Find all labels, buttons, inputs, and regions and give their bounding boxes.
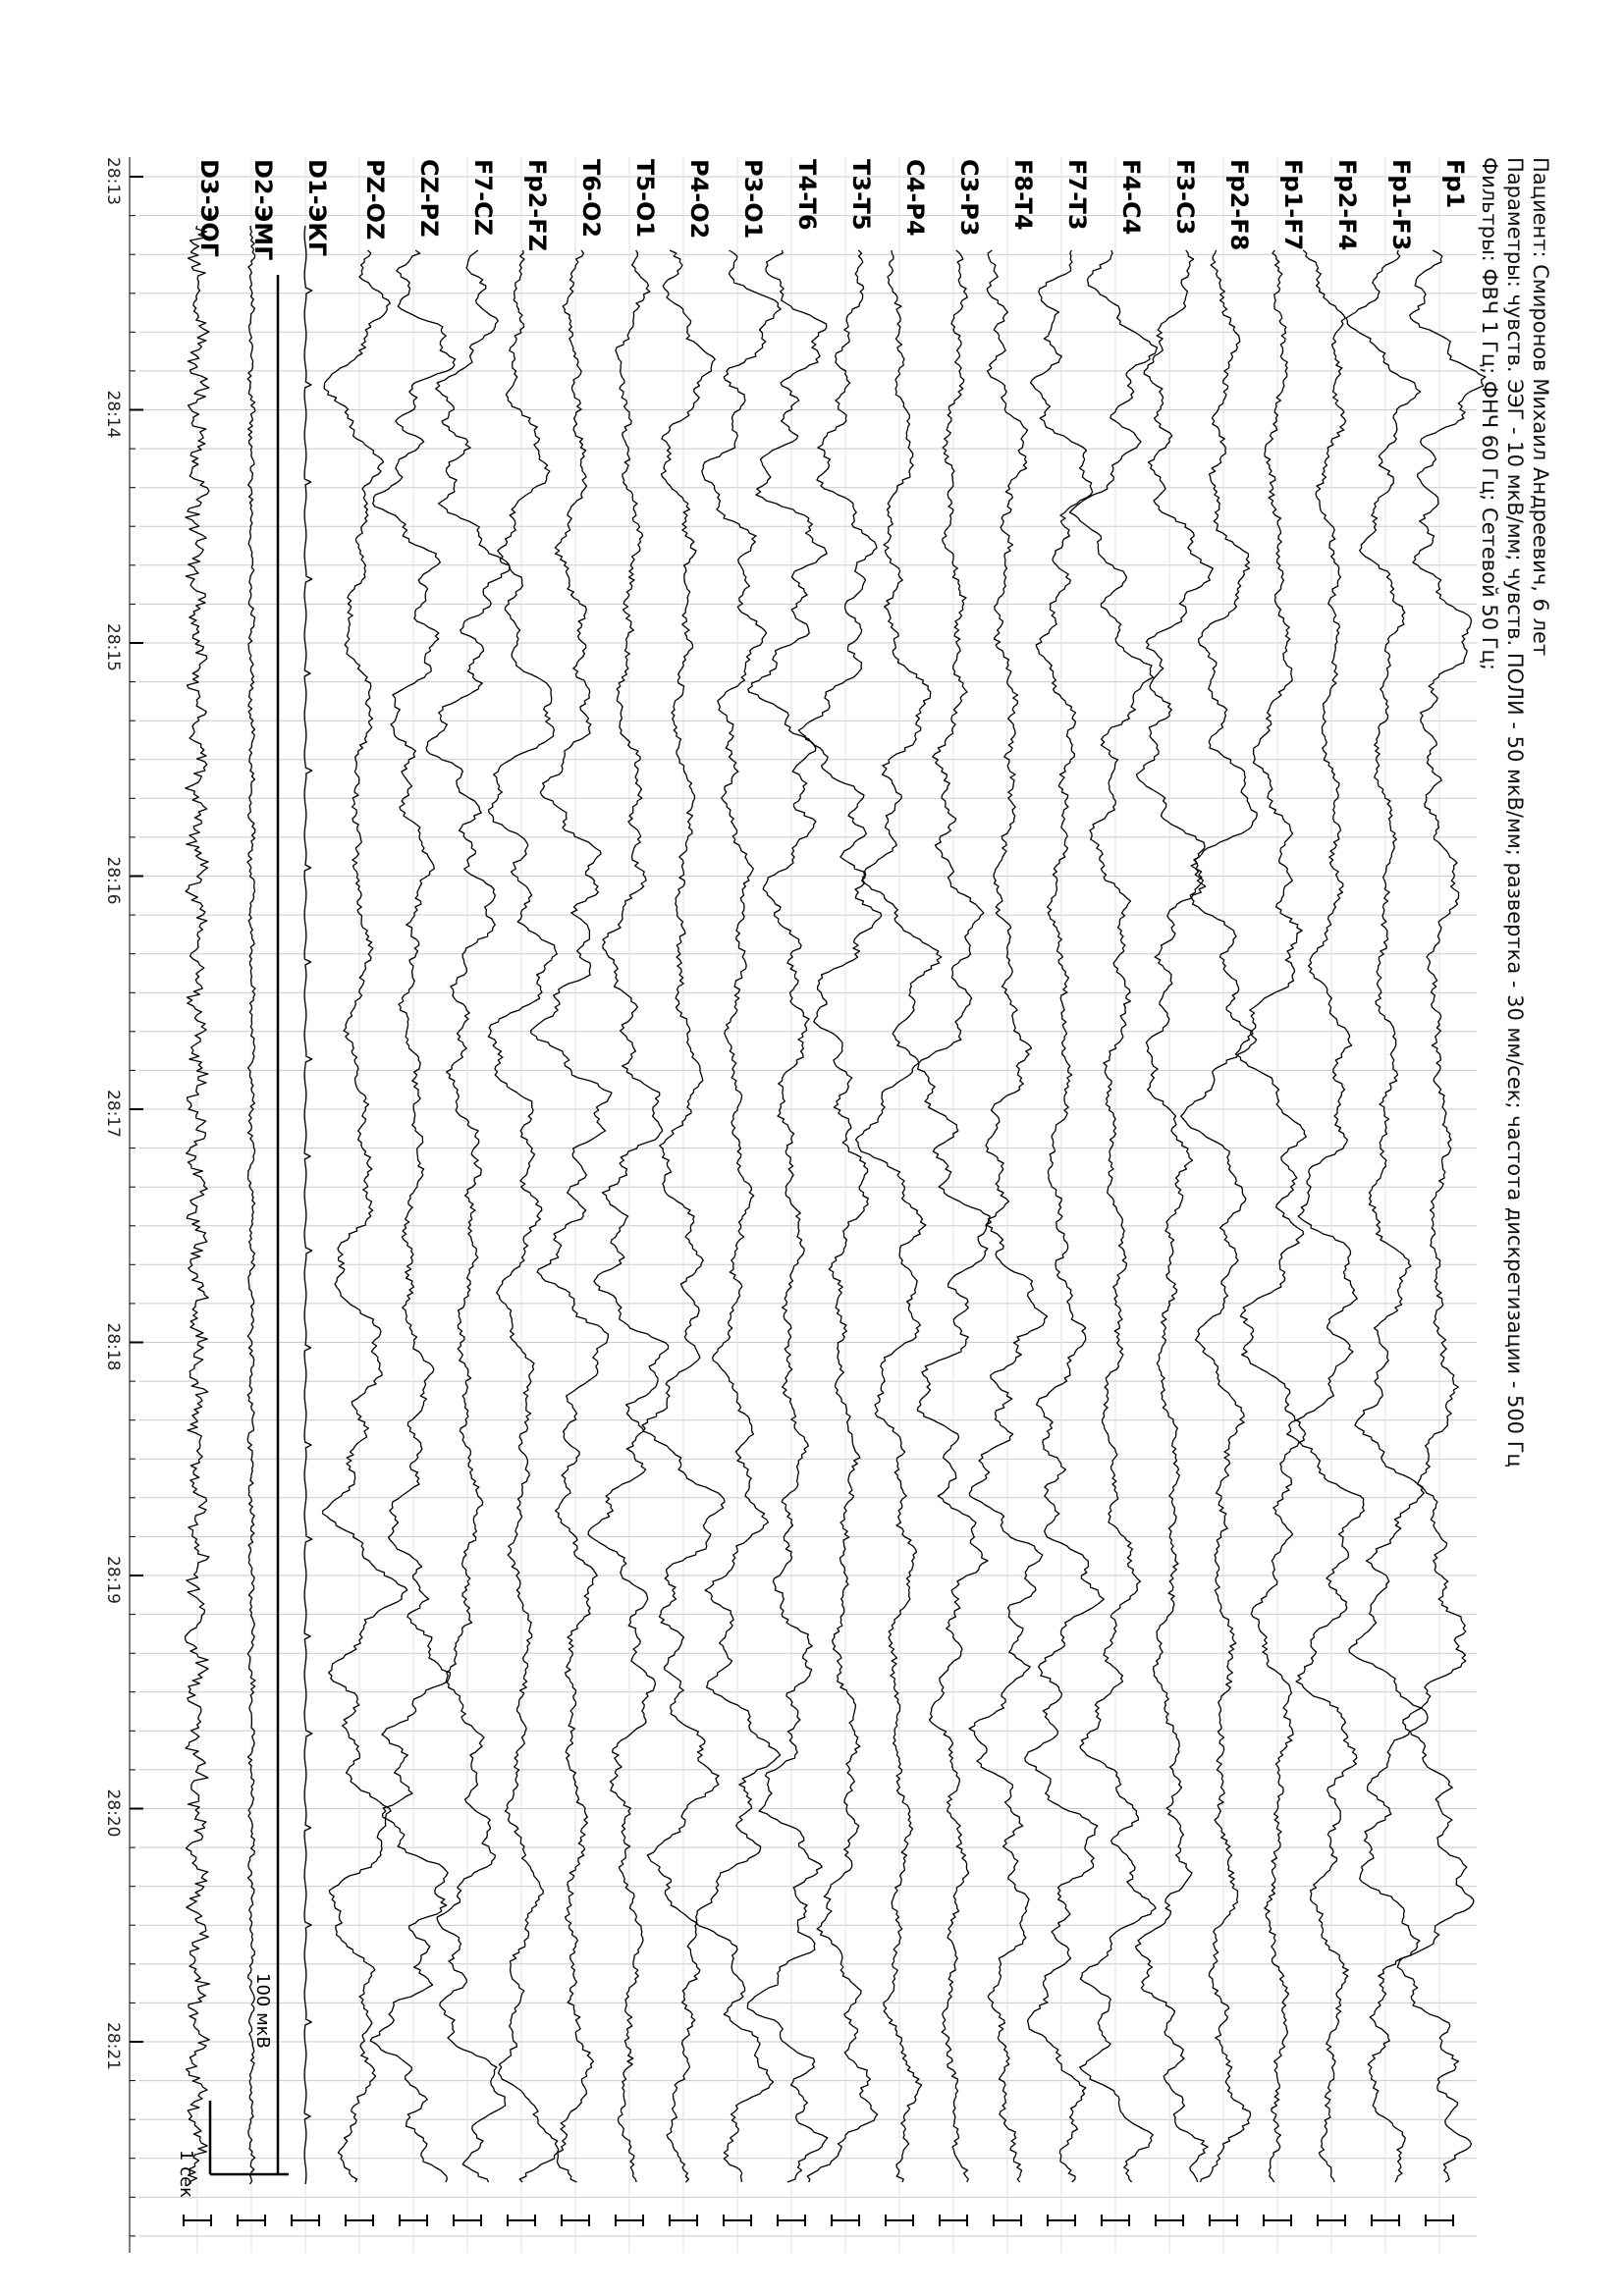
channel-label-f4-c4: F4-C4: [1117, 159, 1145, 236]
channel-label-t6-o2: T6-O2: [577, 159, 605, 239]
channel-label-c4-p4: C4-P4: [901, 159, 929, 237]
time-tick-label: 28:13: [103, 157, 123, 205]
calibration-amplitude-label: 100 мкВ: [252, 1973, 273, 2049]
channel-label-cz-pz: CZ-PZ: [415, 159, 443, 238]
channel-label-f7-t3: F7-T3: [1063, 159, 1091, 231]
time-tick-label: 28:14: [103, 390, 123, 439]
channel-label-fp1-f3: Fp1-F3: [1387, 159, 1415, 251]
channel-label-c3-p3: C3-P3: [955, 159, 983, 237]
channel-label-d3-эог: D3-ЭОГ: [195, 159, 223, 257]
channel-label-f3-c3: F3-C3: [1171, 159, 1199, 236]
channel-label-fp2-f4: Fp2-F4: [1333, 159, 1361, 251]
channel-label-fp2-fz: Fp2-FZ: [523, 159, 551, 252]
time-tick-label: 28:17: [103, 1090, 123, 1138]
time-tick-label: 28:15: [103, 623, 123, 671]
time-tick-label: 28:20: [103, 1789, 123, 1838]
time-tick-label: 28:18: [103, 1322, 123, 1371]
time-tick-label: 28:16: [103, 856, 123, 905]
channel-label-d1-экг: D1-ЭКГ: [303, 159, 331, 257]
calibration-time-label: 1 сек: [176, 2150, 196, 2199]
channel-label-f8-t4: F8-T4: [1009, 159, 1037, 231]
time-tick-label: 28:19: [103, 1556, 123, 1604]
patient-line: Пациент: Смиронов Михаил Андреевич, 6 лет: [1529, 157, 1552, 657]
parameters-line: Параметры: чувств. ЭЭГ - 10 мкВ/мм; чувств. ПОЛИ - 50 мкВ/мм; развертка - 30 мм/сек; частота дискретизации - 500 Гц: [1503, 157, 1527, 1468]
filters-line: Фильтры: ФВЧ 1 Гц; ФНЧ 60 Гц; Сетевой 50 Гц;: [1478, 157, 1501, 670]
channel-label-pz-oz: PZ-OZ: [361, 159, 389, 240]
channel-label-t5-o1: T5-O1: [631, 159, 659, 239]
channel-label-f7-cz: F7-CZ: [469, 159, 497, 237]
channel-label-d2-эмг: D2-ЭМГ: [249, 159, 277, 261]
time-tick-label: 28:21: [103, 2022, 123, 2070]
channel-label-t4-t6: T4-T6: [793, 159, 821, 231]
channel-label-fp1: Fp1: [1441, 159, 1469, 209]
channel-label-p4-o2: P4-O2: [685, 159, 713, 240]
channel-label-t3-t5: T3-T5: [847, 159, 875, 231]
channel-label-fp2-f8: Fp2-F8: [1225, 159, 1253, 251]
channel-label-p3-o1: P3-O1: [739, 159, 767, 240]
channel-label-fp1-f7: Fp1-F7: [1279, 159, 1307, 251]
